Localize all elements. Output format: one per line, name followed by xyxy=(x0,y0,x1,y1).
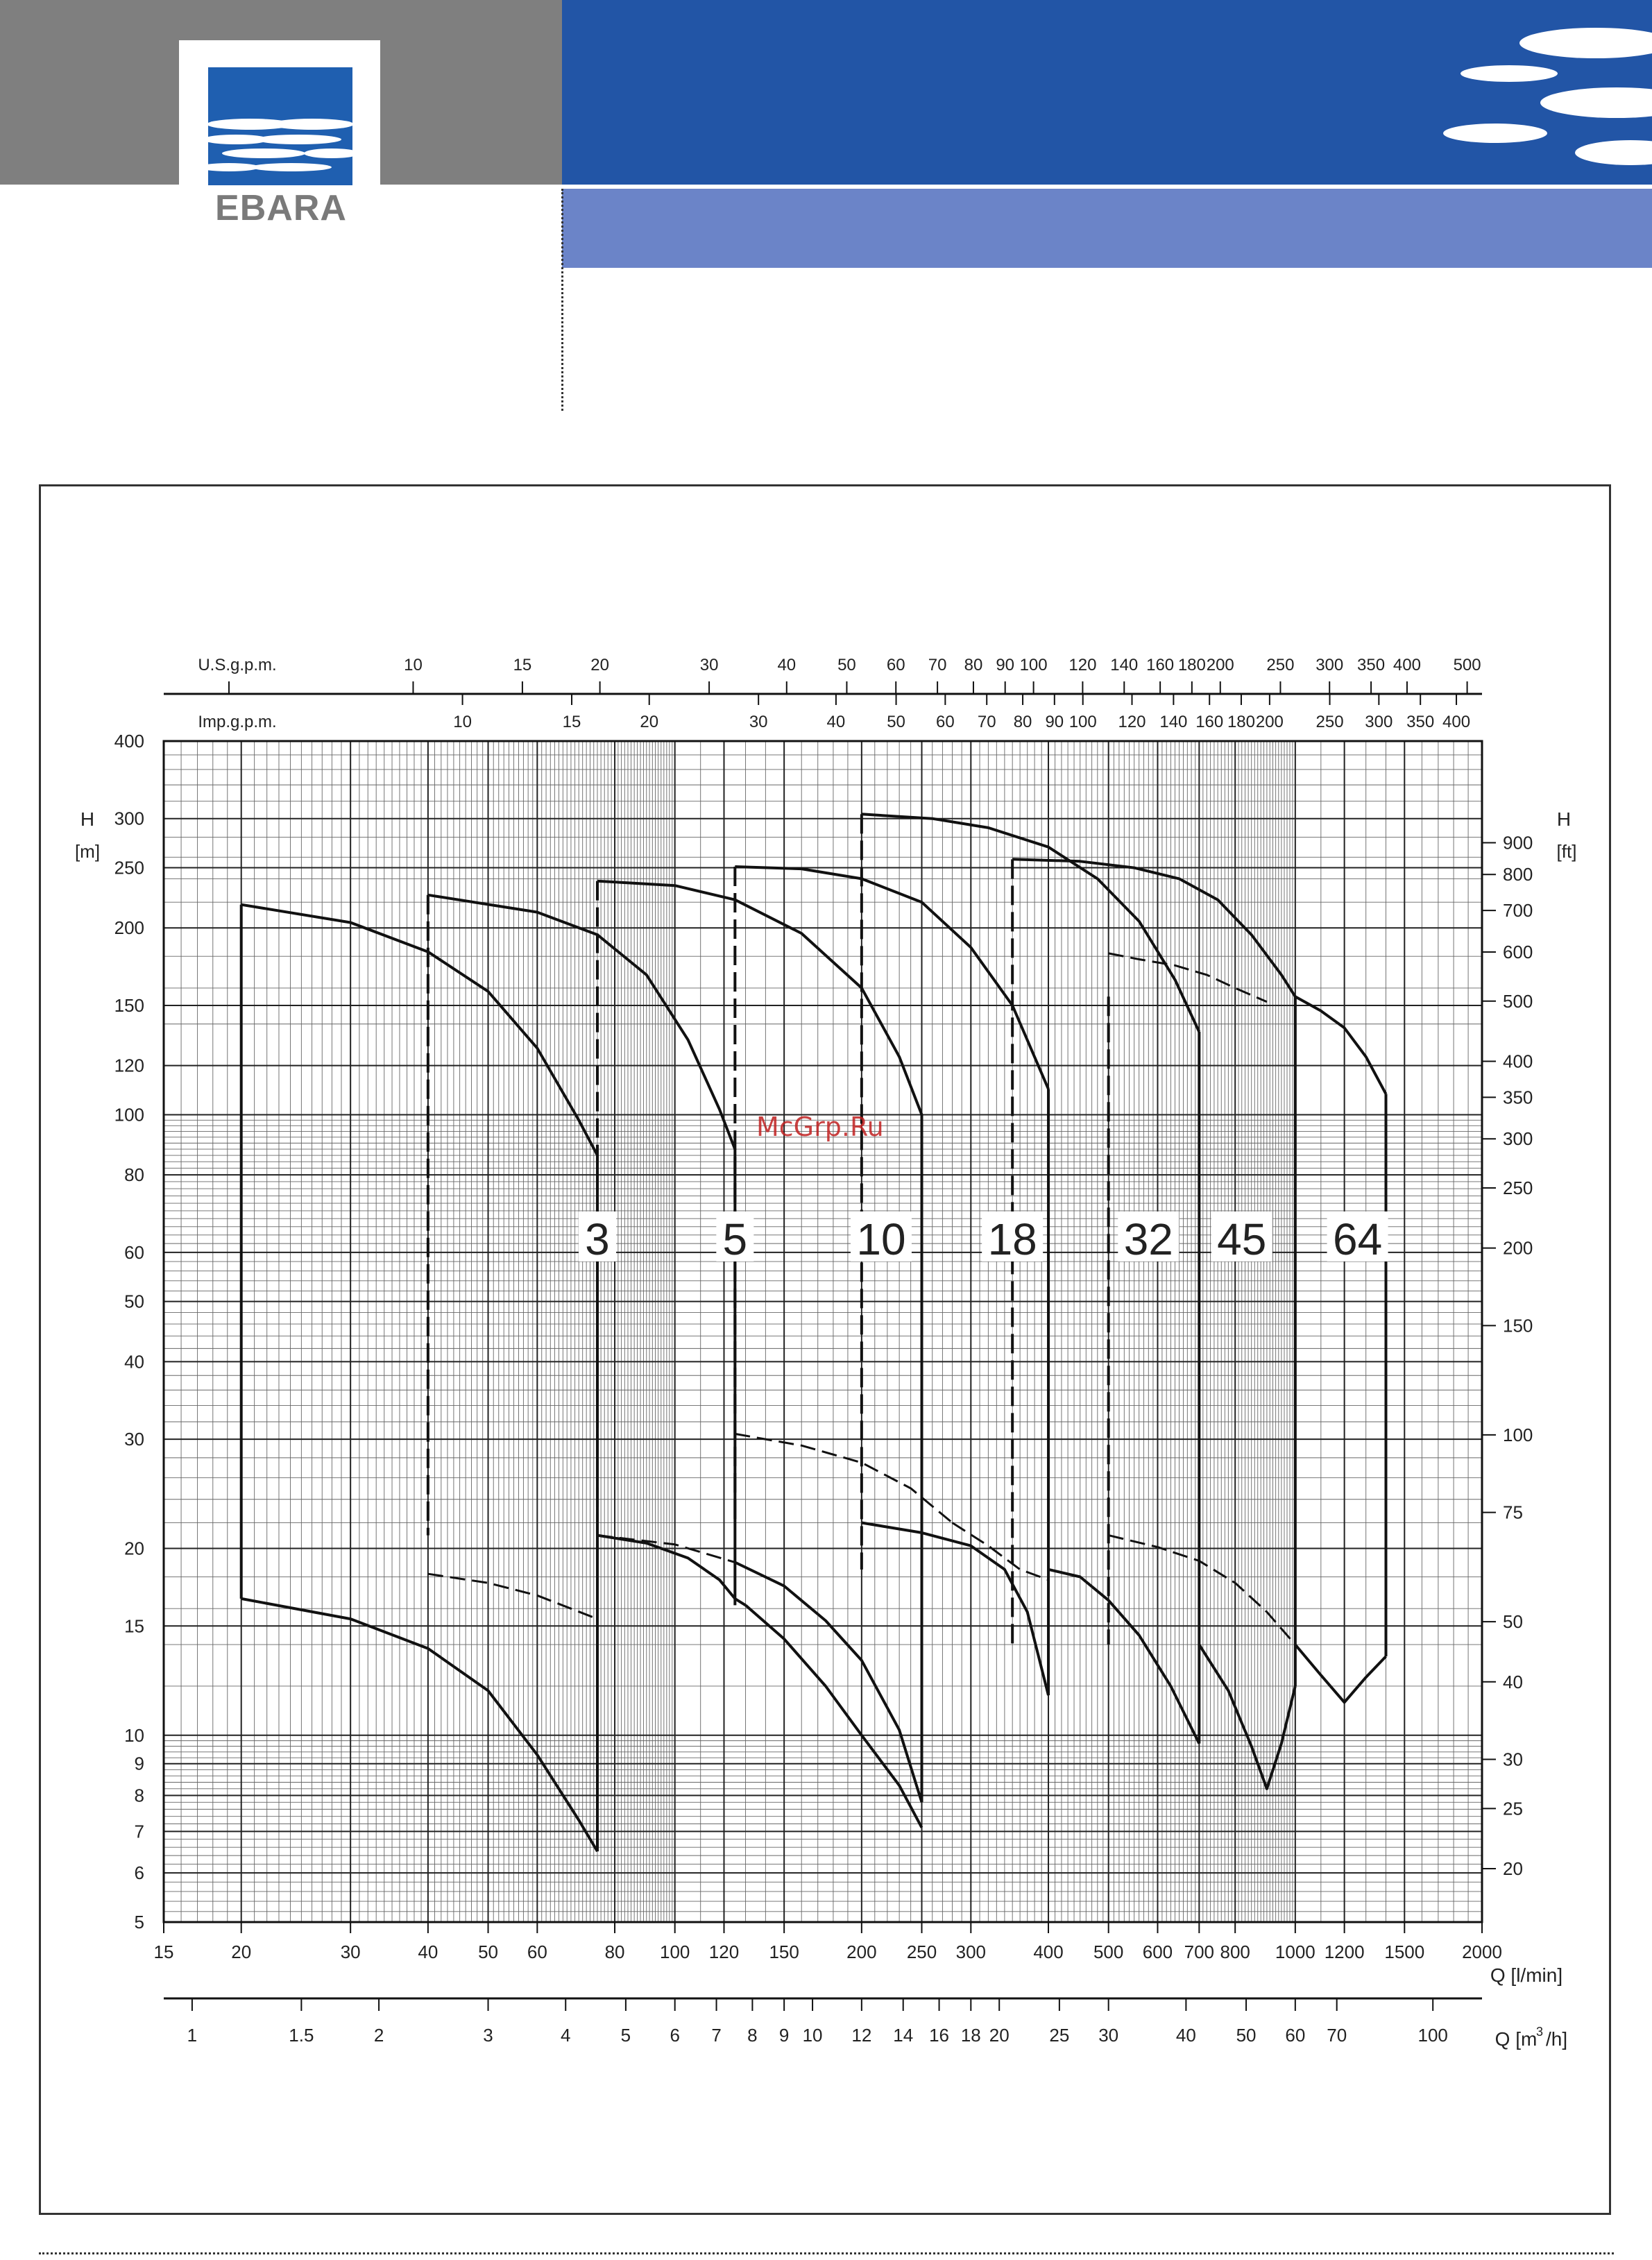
y-tick-label: 300 xyxy=(114,808,144,829)
impgpm-tick-label: 80 xyxy=(1013,713,1032,731)
m3h-tick-label: 6 xyxy=(670,2025,680,2046)
series-18-upper-curve xyxy=(735,867,1048,1089)
impgpm-tick-label: 60 xyxy=(935,713,955,731)
impgpm-axis-label: Imp.g.p.m. xyxy=(198,713,277,731)
ft-tick-label: 500 xyxy=(1503,990,1533,1012)
x-tick-label: 150 xyxy=(769,1942,799,1962)
m3h-tick-label: 14 xyxy=(893,2025,914,2046)
usgpm-tick-label: 300 xyxy=(1315,656,1344,674)
y-tick-label: 80 xyxy=(124,1164,144,1186)
m3h-tick-label: 50 xyxy=(1236,2025,1257,2046)
impgpm-tick-label: 200 xyxy=(1255,713,1284,731)
impgpm-tick-label: 90 xyxy=(1045,713,1064,731)
series-label-3: 3 xyxy=(585,1214,610,1264)
series-5-lower-curve-extension xyxy=(746,1605,922,1827)
ft-tick-label: 75 xyxy=(1503,1502,1523,1523)
impgpm-tick-label: 350 xyxy=(1406,713,1435,731)
x-tick-label: 800 xyxy=(1220,1942,1250,1962)
m3h-tick-label: 40 xyxy=(1175,2025,1196,2046)
m3h-tick-label: 4 xyxy=(561,2025,571,2046)
logo-wordmark: EBARA xyxy=(215,188,347,228)
x-tick-label: 1000 xyxy=(1275,1942,1315,1962)
m3h-tick-label: 3 xyxy=(483,2025,493,2046)
labels-layer xyxy=(75,656,1577,2050)
ft-tick-label: 900 xyxy=(1503,832,1533,853)
y-tick-label: 150 xyxy=(114,994,144,1016)
x-tick-label: 120 xyxy=(708,1942,740,1962)
m3h-tick-label: 10 xyxy=(802,2025,823,2046)
series-label-32: 32 xyxy=(1123,1214,1173,1264)
usgpm-tick-label: 10 xyxy=(404,656,423,674)
impgpm-tick-label: 160 xyxy=(1195,713,1224,731)
x-tick-label: 700 xyxy=(1184,1942,1215,1962)
impgpm-tick-label: 140 xyxy=(1159,713,1188,731)
watermark-text: McGrp.Ru xyxy=(756,1112,884,1142)
y-tick-label: 20 xyxy=(124,1538,144,1559)
usgpm-tick-label: 180 xyxy=(1177,656,1206,674)
series-label-5: 5 xyxy=(722,1214,748,1264)
impgpm-tick-label: 120 xyxy=(1118,713,1146,731)
impgpm-tick-label: 40 xyxy=(826,713,846,731)
y-tick-label: 250 xyxy=(114,857,144,878)
x-tick-label: 60 xyxy=(527,1942,547,1962)
x-tick-label: 80 xyxy=(604,1942,625,1962)
ft-tick-label: 20 xyxy=(1503,1858,1523,1880)
m3h-tick-label: 7 xyxy=(711,2025,722,2046)
y-tick-label: 200 xyxy=(114,917,144,939)
y-tick-label: 400 xyxy=(114,731,144,751)
m3h-tick-label: 1 xyxy=(187,2025,198,2046)
ft-tick-label: 350 xyxy=(1503,1087,1533,1108)
m3h-tick-label: 60 xyxy=(1285,2025,1306,2046)
usgpm-tick-label: 40 xyxy=(777,656,797,674)
impgpm-tick-label: 10 xyxy=(453,713,472,731)
y-tick-label: 8 xyxy=(134,1785,144,1806)
series-3-upper-curve xyxy=(241,905,597,1155)
x-tick-label: 1200 xyxy=(1324,1942,1365,1962)
ft-tick-label: 400 xyxy=(1503,1051,1533,1072)
x-tick-label: 100 xyxy=(659,1942,690,1962)
impgpm-tick-label: 300 xyxy=(1365,713,1393,731)
impgpm-tick-label: 50 xyxy=(887,713,905,731)
m3h-tick-label: 16 xyxy=(929,2025,950,2046)
series-45-lower-curve xyxy=(1199,1645,1295,1789)
x-tick-label: 300 xyxy=(955,1942,987,1962)
ft-tick-label: 250 xyxy=(1503,1178,1533,1199)
ft-axis-label: H xyxy=(1556,808,1572,830)
m3h-axis-label-superscript: 3 xyxy=(1536,2025,1544,2039)
x-tick-label: 30 xyxy=(340,1942,361,1962)
m3h-tick-label: 25 xyxy=(1049,2025,1070,2046)
x-tick-label: 400 xyxy=(1033,1942,1064,1962)
series-3-lower-curve xyxy=(241,1599,597,1851)
x-tick-label: 1500 xyxy=(1384,1942,1425,1962)
y-tick-label: 6 xyxy=(134,1862,144,1884)
impgpm-tick-label: 100 xyxy=(1068,713,1097,731)
impgpm-tick-label: 70 xyxy=(977,713,996,731)
x-tick-label: 15 xyxy=(153,1942,174,1962)
ft-tick-label: 30 xyxy=(1503,1749,1523,1770)
usgpm-tick-label: 120 xyxy=(1068,656,1097,674)
impgpm-tick-label: 400 xyxy=(1442,713,1471,731)
ft-tick-label: 150 xyxy=(1503,1315,1533,1336)
impgpm-tick-label: 250 xyxy=(1315,713,1344,731)
m3h-tick-label: 12 xyxy=(851,2025,872,2046)
series-10-lower-curve xyxy=(735,1563,921,1803)
m3h-tick-label: 8 xyxy=(747,2025,758,2046)
usgpm-tick-label: 70 xyxy=(928,656,947,674)
y-tick-label: 5 xyxy=(134,1912,144,1932)
impgpm-tick-label: 15 xyxy=(562,713,581,731)
ft-tick-label: 25 xyxy=(1503,1798,1523,1819)
usgpm-tick-label: 50 xyxy=(837,656,856,674)
series-label-64: 64 xyxy=(1332,1214,1383,1264)
m3h-axis-label-tail: /h] xyxy=(1546,2028,1568,2050)
usgpm-tick-label: 30 xyxy=(699,656,719,674)
x-tick-label: 500 xyxy=(1093,1942,1124,1962)
m3h-tick-label: 20 xyxy=(989,2025,1010,2046)
ft-tick-label: 800 xyxy=(1503,864,1533,885)
bottom-dotted-rule xyxy=(39,2252,1614,2254)
m3h-tick-label: 9 xyxy=(778,2025,790,2046)
y-tick-label: 60 xyxy=(124,1241,144,1263)
y-tick-label: 100 xyxy=(114,1104,144,1125)
m3h-tick-label: 100 xyxy=(1417,2025,1448,2046)
x-tick-label: 250 xyxy=(906,1942,937,1962)
y-axis-label: H xyxy=(80,808,95,830)
m3h-tick-label: 2 xyxy=(373,2025,384,2046)
y-tick-label: 30 xyxy=(124,1429,144,1450)
series-64-upper-curve xyxy=(1295,996,1386,1094)
y-tick-label: 10 xyxy=(124,1724,144,1746)
y-tick-label: 9 xyxy=(134,1753,144,1774)
ft-tick-label: 600 xyxy=(1503,941,1533,962)
usgpm-tick-label: 200 xyxy=(1206,656,1234,674)
ft-tick-label: 700 xyxy=(1503,900,1533,921)
ft-tick-label: 40 xyxy=(1503,1671,1523,1692)
ft-tick-label: 50 xyxy=(1503,1611,1523,1633)
x-tick-label: 600 xyxy=(1142,1942,1173,1962)
series-label-45: 45 xyxy=(1217,1214,1267,1264)
series-45-dashed-curve xyxy=(1109,1536,1295,1645)
usgpm-tick-label: 160 xyxy=(1146,656,1175,674)
ft-tick-label: 300 xyxy=(1503,1128,1533,1150)
series-label-18: 18 xyxy=(987,1214,1037,1264)
series-10-dashed-curve xyxy=(735,1434,952,1522)
usgpm-tick-label: 140 xyxy=(1110,656,1139,674)
y-tick-label: 7 xyxy=(134,1821,144,1842)
x-tick-label: 40 xyxy=(418,1942,438,1962)
usgpm-axis-label: U.S.g.p.m. xyxy=(198,656,277,674)
y-tick-label: 120 xyxy=(114,1055,144,1076)
series-10-upper-curve xyxy=(597,881,922,1115)
m3h-tick-label: 18 xyxy=(960,2025,981,2046)
impgpm-tick-label: 180 xyxy=(1227,713,1255,731)
series-32-dashed-curve xyxy=(1109,953,1267,1002)
series-18-dashed-curve xyxy=(953,1523,1049,1580)
ft-axis-unit: [ft] xyxy=(1556,841,1577,862)
y-tick-label: 50 xyxy=(124,1291,144,1312)
ft-tick-label: 200 xyxy=(1503,1237,1533,1259)
usgpm-tick-label: 350 xyxy=(1357,656,1386,674)
x-axis-label: Q [l/min] xyxy=(1490,1964,1563,1986)
grid-minor xyxy=(164,741,1482,1922)
usgpm-tick-label: 80 xyxy=(964,656,983,674)
x-tick-label: 20 xyxy=(231,1942,252,1962)
m3h-tick-label: 70 xyxy=(1327,2025,1347,2046)
m3h-tick-label: 1.5 xyxy=(289,2025,314,2046)
usgpm-tick-label: 90 xyxy=(996,656,1015,674)
ft-tick-label: 100 xyxy=(1503,1424,1533,1445)
y-tick-label: 40 xyxy=(124,1351,144,1373)
usgpm-tick-label: 60 xyxy=(886,656,905,674)
m3h-tick-label: 30 xyxy=(1098,2025,1119,2046)
x-tick-label: 2000 xyxy=(1462,1942,1502,1962)
usgpm-tick-label: 100 xyxy=(1019,656,1048,674)
series-64-lower-curve xyxy=(1295,1645,1386,1702)
series-32-lower-curve xyxy=(1048,1570,1199,1744)
y-axis-unit: [m] xyxy=(74,841,101,862)
series-label-10: 10 xyxy=(856,1214,906,1264)
usgpm-tick-label: 15 xyxy=(513,656,532,674)
series-5-upper-curve xyxy=(428,895,735,1149)
usgpm-tick-label: 400 xyxy=(1393,656,1421,674)
usgpm-tick-label: 250 xyxy=(1266,656,1295,674)
impgpm-tick-label: 20 xyxy=(640,713,659,731)
m3h-axis-label: Q [m xyxy=(1495,2028,1538,2050)
usgpm-tick-label: 20 xyxy=(590,656,609,674)
impgpm-tick-label: 30 xyxy=(749,713,768,731)
m3h-tick-label: 5 xyxy=(620,2025,631,2046)
y-tick-label: 15 xyxy=(124,1615,144,1637)
x-tick-label: 200 xyxy=(846,1942,877,1962)
x-tick-label: 50 xyxy=(478,1942,498,1962)
usgpm-tick-label: 500 xyxy=(1453,656,1481,674)
